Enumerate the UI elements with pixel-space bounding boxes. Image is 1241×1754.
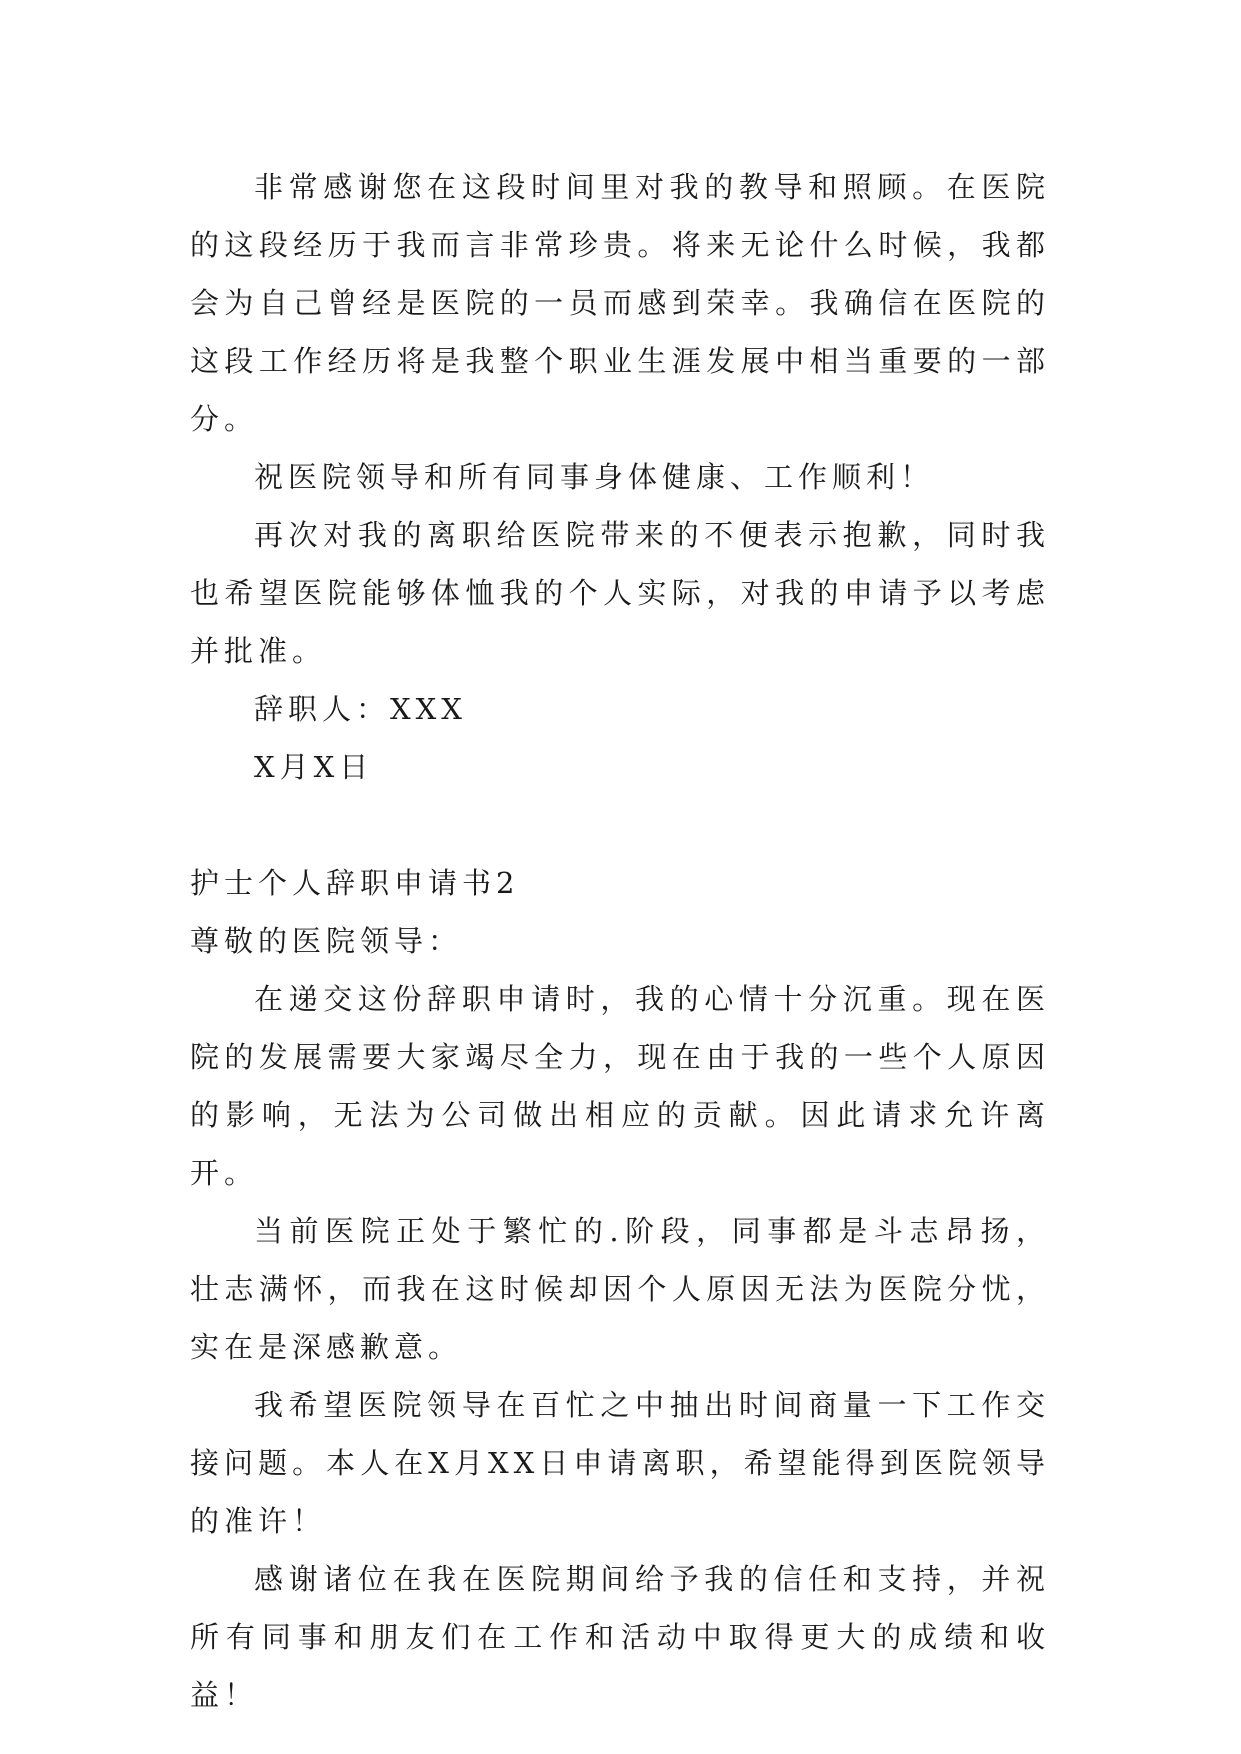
date-line: X月X日 bbox=[254, 750, 374, 784]
section-gap bbox=[190, 796, 1050, 854]
document-body bbox=[190, 158, 1050, 1724]
body-paragraph: 当前医院正处于繁忙的.阶段，同事都是斗志昂扬，壮志满怀，而我在这时候却因个人原因无法为医院分忧，实在是深感歉意。 bbox=[190, 1214, 1050, 1364]
body-paragraph: 再次对我的离职给医院带来的不便表示抱歉，同时我也希望医院能够体恤我的个人实际，对我的申请予以考虑并批准。 bbox=[190, 518, 1050, 668]
body-paragraph: 在递交这份辞职申请时，我的心情十分沉重。现在医院的发展需要大家竭尽全力，现在由于我的一些个人原因的影响，无法为公司做出相应的贡献。因此请求允许离开。 bbox=[190, 982, 1050, 1190]
body-paragraph: 我希望医院领导在百忙之中抽出时间商量一下工作交接问题。本人在X月XX日申请离职，希望能得到医院领导的准许！ bbox=[190, 1388, 1050, 1538]
body-paragraph: 非常感谢您在这段时间里对我的教导和照顾。在医院的这段经历于我而言非常珍贵。将来无论什么时候，我都会为自己曾经是医院的一员而感到荣幸。我确信在医院的这段工作经历将是我整个职业生涯发展中相当重要的一部分。 bbox=[190, 170, 1050, 436]
body-paragraph: 祝医院领导和所有同事身体健康、工作顺利！ bbox=[254, 460, 935, 494]
signature-line: 辞职人：XXX bbox=[254, 692, 467, 726]
salutation: 尊敬的医院领导： bbox=[190, 924, 463, 958]
body-paragraph: 感谢诸位在我在医院期间给予我的信任和支持，并祝所有同事和朋友们在工作和活动中取得更大的成绩和收益！ bbox=[190, 1562, 1050, 1712]
section-title: 护士个人辞职申请书2 bbox=[190, 866, 520, 900]
